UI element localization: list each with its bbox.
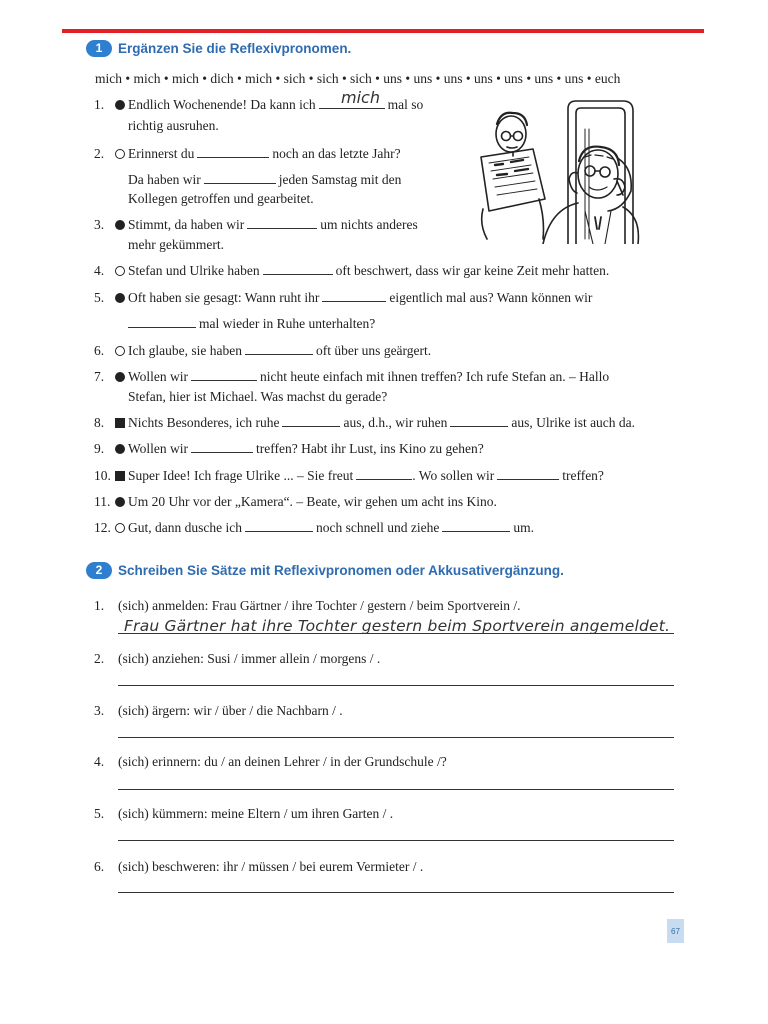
answer-blank[interactable]	[497, 467, 559, 480]
item-4-line-1: Stefan und Ulrike haben oft beschwert, dass wir gar keine Zeit mehr hatten.	[115, 262, 609, 280]
speaker-filled-circle-icon	[115, 372, 125, 382]
speaker-filled-circle-icon	[115, 293, 125, 303]
item-number: 2.	[94, 651, 105, 666]
speaker-square-icon	[115, 418, 125, 428]
item-7-line-1: Wollen wir nicht heute einfach mit ihnen treffen? Ich rufe Stefan an. – Hallo	[115, 368, 609, 386]
item-number: 12.	[94, 520, 111, 535]
answer-blank[interactable]	[442, 519, 510, 532]
speaker-hollow-circle-icon	[115, 266, 125, 276]
sentence-prompt: (sich) anmelden: Frau Gärtner / ihre Tochter / gestern / beim Sportverein /.	[118, 598, 521, 613]
answer-blank[interactable]	[191, 368, 257, 381]
item-number: 5.	[94, 290, 105, 305]
item-3-line-2: mehr gekümmert.	[128, 237, 224, 252]
answer-line[interactable]	[118, 633, 674, 634]
item-5-line-2: mal wieder in Ruhe unterhalten?	[128, 315, 375, 333]
item-number: 1.	[94, 97, 105, 112]
answer-blank[interactable]	[245, 519, 313, 532]
item-9-line-1: Wollen wir treffen? Habt ihr Lust, ins Kino zu gehen?	[115, 440, 484, 458]
item-7-line-2: Stefan, hier ist Michael. Was machst du gerade?	[128, 389, 388, 404]
item-number: 4.	[94, 263, 105, 278]
item-number: 2.	[94, 146, 105, 161]
exercise-2-header	[86, 559, 564, 581]
item-8-line-1: Nichts Besonderes, ich ruhe aus, d.h., wir ruhen aus, Ulrike ist auch da.	[115, 414, 635, 432]
sentence-prompt: (sich) beschweren: ihr / müssen / bei eurem Vermieter / .	[118, 859, 424, 874]
item-number: 3.	[94, 217, 105, 232]
item-number: 9.	[94, 441, 105, 456]
answer-blank[interactable]	[197, 145, 269, 158]
answer-blank[interactable]	[245, 342, 313, 355]
exercise-1-number-badge: 1	[86, 40, 112, 57]
item-number: 6.	[94, 343, 105, 358]
item-1-line-1: Endlich Wochenende! Da kann ich mal so	[115, 96, 423, 114]
answer-blank[interactable]	[263, 262, 333, 275]
item-5-line-1: Oft haben sie gesagt: Wann ruht ihr eigentlich mal aus? Wann können wir	[115, 289, 592, 307]
item-3-line-1: Stimmt, da haben wir um nichts anderes	[115, 216, 418, 234]
item-10-line-1: Super Idee! Ich frage Ulrike ... – Sie freut . Wo sollen wir treffen?	[115, 467, 604, 485]
answer-line[interactable]	[118, 840, 674, 841]
cartoon-illustration	[473, 99, 648, 244]
answer-blank[interactable]	[356, 467, 412, 480]
answer-line[interactable]	[118, 789, 674, 790]
answer-blank[interactable]	[450, 414, 508, 427]
item-2-line-3: Kollegen getroffen und gearbeitet.	[128, 191, 314, 206]
item-number: 8.	[94, 415, 105, 430]
sentence-prompt: (sich) anziehen: Susi / immer allein / morgens / .	[118, 651, 381, 666]
answer-line[interactable]	[118, 892, 674, 893]
speaker-hollow-circle-icon	[115, 346, 125, 356]
sentence-prompt: (sich) kümmern: meine Eltern / um ihren Garten / .	[118, 806, 394, 821]
speaker-hollow-circle-icon	[115, 523, 125, 533]
sentence-prompt: (sich) ärgern: wir / über / die Nachbarn / .	[118, 703, 343, 718]
answer-line[interactable]	[118, 685, 674, 686]
speaker-filled-circle-icon	[115, 497, 125, 507]
answer-blank[interactable]	[282, 414, 340, 427]
item-number: 4.	[94, 754, 105, 769]
exercise-1-header	[86, 37, 351, 59]
speaker-square-icon	[115, 471, 125, 481]
sentence-prompt: (sich) erinnern: du / an deinen Lehrer / in der Grundschule /?	[118, 754, 447, 769]
exercise-2-title: Schreiben Sie Sätze mit Reflexivpronomen oder Akkusativergänzung.	[118, 562, 564, 578]
item-12-line-1: Gut, dann dusche ich noch schnell und ziehe um.	[115, 519, 534, 537]
handwritten-answer: mich	[341, 88, 380, 107]
exercise-1-title: Ergänzen Sie die Reflexivpronomen.	[118, 40, 352, 56]
item-number: 1.	[94, 598, 105, 613]
answer-blank[interactable]	[191, 440, 253, 453]
item-2-line-2: Da haben wir jeden Samstag mit den	[128, 172, 402, 187]
item-number: 3.	[94, 703, 105, 718]
item-number: 7.	[94, 369, 105, 384]
page-number: 67	[667, 919, 684, 943]
answer-blank[interactable]	[247, 216, 317, 229]
item-6-line-1: Ich glaube, sie haben oft über uns geärgert.	[115, 342, 431, 360]
item-number: 6.	[94, 859, 105, 874]
answer-line[interactable]	[118, 737, 674, 738]
speaker-filled-circle-icon	[115, 220, 125, 230]
top-red-rule	[62, 29, 704, 33]
item-2-line-1: Erinnerst du noch an das letzte Jahr?	[115, 145, 401, 163]
answer-blank[interactable]	[204, 171, 276, 184]
item-number: 11.	[94, 494, 111, 509]
speaker-hollow-circle-icon	[115, 149, 125, 159]
speaker-filled-circle-icon	[115, 100, 125, 110]
answer-blank[interactable]	[322, 289, 386, 302]
item-number: 10.	[94, 468, 111, 483]
item-1-line-2: richtig ausruhen.	[128, 118, 219, 133]
speaker-filled-circle-icon	[115, 444, 125, 454]
item-number: 5.	[94, 806, 105, 821]
word-bank: mich • mich • mich • dich • mich • sich • sich • sich • uns • uns • uns • uns • uns • uns • uns • euch	[95, 71, 621, 86]
answer-blank[interactable]	[128, 315, 196, 328]
handwritten-answer: Frau Gärtner hat ihre Tochter gestern beim Sportverein angemeldet.	[124, 617, 671, 635]
item-11-line-1: Um 20 Uhr vor der „Kamera“. – Beate, wir gehen um acht ins Kino.	[115, 493, 497, 511]
exercise-2-number-badge: 2	[86, 562, 112, 579]
